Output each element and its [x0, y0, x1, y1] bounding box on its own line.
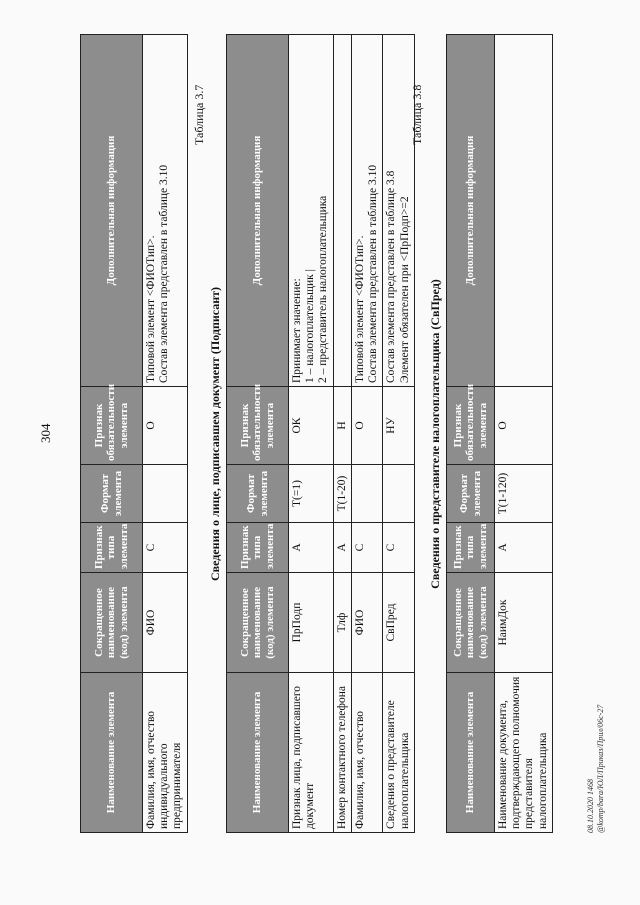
- cell-type: С: [351, 523, 382, 573]
- cell-extra: Принимает значение: 1 – налогоплательщик | 2 – представитель налогоплательщика: [289, 35, 334, 387]
- footer-note-line1: 08.10.2020 1468: [586, 779, 595, 833]
- table-row: [495, 35, 553, 833]
- header-extra: Дополнительная информация: [447, 35, 495, 387]
- header-extra: Дополнительная информация: [227, 35, 289, 387]
- cell-code: НаимДок: [495, 573, 553, 673]
- cell-code: ФИО: [351, 573, 382, 673]
- cell-extra: Состав элемента представлен в таблице 3.8 Элемент обязателен при <ПрПодп>=2: [383, 35, 414, 387]
- cell-code: Тлф: [333, 573, 351, 673]
- table-3-7: [226, 34, 415, 833]
- page-number: 304: [38, 423, 53, 443]
- cell-name: Признак лица, подписавшего документ: [289, 673, 334, 833]
- header-name: Наименование элемента: [227, 673, 289, 833]
- cell-format: [143, 465, 188, 523]
- header-code: Сокращенное наименование (код) элемента: [447, 573, 495, 673]
- footer-note: [586, 705, 605, 833]
- table-row: [289, 35, 334, 833]
- cell-required: НУ: [383, 387, 414, 465]
- cell-extra: [333, 35, 351, 387]
- cell-type: А: [333, 523, 351, 573]
- cell-extra: Типовой элемент <ФИОТип>. Состав элемента представлен в таблице 3.10: [143, 35, 188, 387]
- cell-format: T(1-120): [495, 465, 553, 523]
- table-row: [143, 35, 188, 833]
- cell-extra: Типовой элемент <ФИОТип>. Состав элемента представлен в таблице 3.10: [351, 35, 382, 387]
- cell-name: Номер контактного телефона: [333, 673, 351, 833]
- header-required: Признак обязательности элемента: [81, 387, 143, 465]
- cell-required: ОК: [289, 387, 334, 465]
- header-code: Сокращенное наименование (код) элемента: [227, 573, 289, 673]
- cell-required: О: [495, 387, 553, 465]
- table-3-8-title: Сведения о представителе налогоплательщика (СвПред): [428, 279, 442, 589]
- header-required: Признак обязательности элемента: [227, 387, 289, 465]
- cell-extra: [495, 35, 553, 387]
- cell-name: Сведения о представителе налогоплательщика: [383, 673, 414, 833]
- table-3-8-label: Таблица 3.8: [410, 84, 424, 145]
- table-row: [333, 35, 351, 833]
- cell-format: [351, 465, 382, 523]
- header-name: Наименование элемента: [447, 673, 495, 833]
- cell-name: Фамилия, имя, отчество: [351, 673, 382, 833]
- footer-note-line2: @komp/bara/ЮЛ/Приказ/Прил/06с-27: [595, 704, 605, 833]
- cell-code: ФИО: [143, 573, 188, 673]
- table-header: [227, 35, 289, 833]
- table-continuation: [80, 34, 188, 833]
- header-format: Формат элемента: [447, 465, 495, 523]
- header-type: Признак типа элемента: [81, 523, 143, 573]
- table-header: [447, 35, 495, 833]
- header-format: Формат элемента: [81, 465, 143, 523]
- cell-type: А: [495, 523, 553, 573]
- cell-code: ПрПодп: [289, 573, 334, 673]
- cell-format: [383, 465, 414, 523]
- cell-format: T(1-20): [333, 465, 351, 523]
- cell-name: Фамилия, имя, отчество индивидуального предпринимателя: [143, 673, 188, 833]
- header-type: Признак типа элемента: [447, 523, 495, 573]
- cell-format: T(=1): [289, 465, 334, 523]
- cell-type: С: [143, 523, 188, 573]
- table-3-7-title: Сведения о лице, подписавшем документ (Подписант): [208, 286, 222, 582]
- cell-type: А: [289, 523, 334, 573]
- header-name: Наименование элемента: [81, 673, 143, 833]
- cell-required: Н: [333, 387, 351, 465]
- table-3-8: [446, 34, 553, 833]
- cell-type: С: [383, 523, 414, 573]
- cell-name: Наименование документа, подтверждающего полномочия представителя налогоплательщика: [495, 673, 553, 833]
- cell-required: О: [351, 387, 382, 465]
- cell-required: О: [143, 387, 188, 465]
- header-required: Признак обязательности элемента: [447, 387, 495, 465]
- header-code: Сокращенное наименование (код) элемента: [81, 573, 143, 673]
- header-format: Формат элемента: [227, 465, 289, 523]
- table-header: [81, 35, 143, 833]
- table-row: [351, 35, 382, 833]
- cell-code: СвПред: [383, 573, 414, 673]
- header-type: Признак типа элемента: [227, 523, 289, 573]
- table-row: [383, 35, 414, 833]
- header-extra: Дополнительная информация: [81, 35, 143, 387]
- table-3-7-label: Таблица 3.7: [192, 84, 206, 145]
